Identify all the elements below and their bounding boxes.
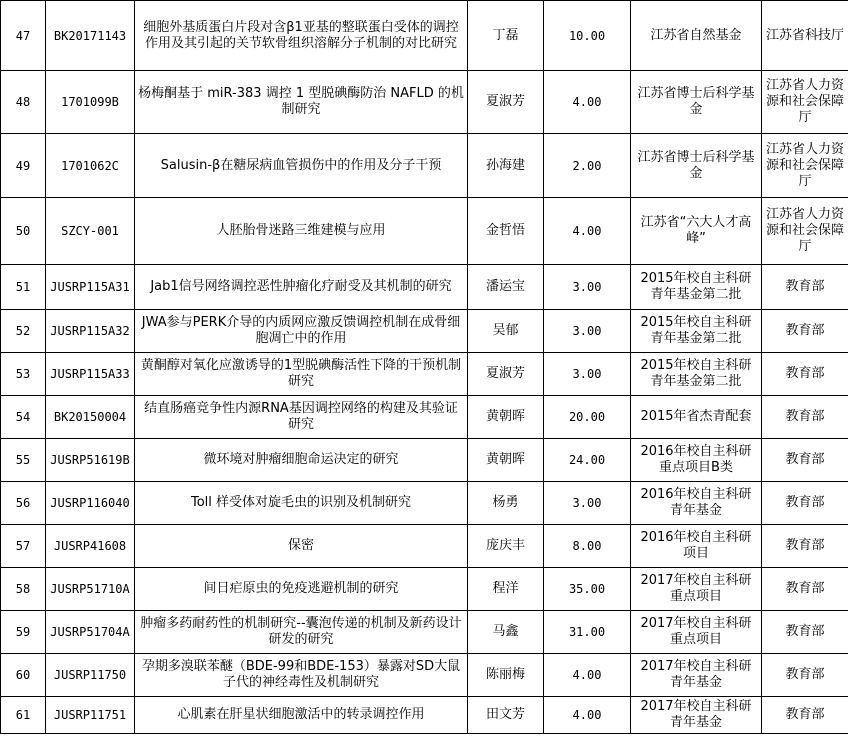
funding-source-cell: 2016年校自主科研重点项目B类 [631,439,762,482]
project-code-cell: JUSRP116040 [46,482,135,525]
table-row [1,1,848,71]
table-row [1,353,848,396]
funding-amount-cell: 35.00 [544,568,631,611]
project-code-cell: JUSRP115A32 [46,310,135,353]
principal-investigator-cell: 夏淑芳 [468,71,544,134]
department-cell: 教育部 [762,654,848,697]
project-code-cell: JUSRP51704A [46,611,135,654]
row-number-cell: 50 [1,198,46,265]
funding-amount-cell: 3.00 [544,310,631,353]
project-title-cell: JWA参与PERK介导的内质网应激反馈调控机制在成骨细胞凋亡中的作用 [135,310,468,353]
funding-amount-cell: 8.00 [544,525,631,568]
row-number-cell: 57 [1,525,46,568]
project-title-cell: 心肌素在肝星状细胞激活中的转录调控作用 [135,697,468,734]
row-number-cell: 61 [1,697,46,734]
principal-investigator-cell: 田文芳 [468,697,544,734]
project-code-cell: JUSRP51619B [46,439,135,482]
principal-investigator-cell: 丁磊 [468,1,544,71]
funding-amount-cell: 24.00 [544,439,631,482]
table-row [1,697,848,734]
department-cell: 教育部 [762,568,848,611]
row-number-cell: 53 [1,353,46,396]
funding-amount-cell: 31.00 [544,611,631,654]
funding-source-cell: 2017年校自主科研青年基金 [631,654,762,697]
funding-source-cell: 江苏省“六大人才高峰” [631,198,762,265]
table-row [1,71,848,134]
project-table-body [1,1,848,734]
principal-investigator-cell: 吴郁 [468,310,544,353]
funding-source-cell: 2017年校自主科研重点项目 [631,568,762,611]
table-row [1,439,848,482]
principal-investigator-cell: 马鑫 [468,611,544,654]
row-number-cell: 59 [1,611,46,654]
project-code-cell: JUSRP41608 [46,525,135,568]
row-number-cell: 52 [1,310,46,353]
department-cell: 教育部 [762,310,848,353]
funding-amount-cell: 10.00 [544,1,631,71]
table-row [1,198,848,265]
department-cell: 教育部 [762,353,848,396]
funding-source-cell: 2016年校自主科研青年基金 [631,482,762,525]
row-number-cell: 54 [1,396,46,439]
project-title-cell: 结直肠癌竞争性内源RNA基因调控网络的构建及其验证研究 [135,396,468,439]
table-row [1,396,848,439]
funding-source-cell: 2017年校自主科研青年基金 [631,697,762,734]
department-cell: 江苏省人力资源和社会保障厅 [762,198,848,265]
principal-investigator-cell: 黄朝晖 [468,439,544,482]
project-code-cell: JUSRP115A33 [46,353,135,396]
project-title-cell: 人胚胎骨迷路三维建模与应用 [135,198,468,265]
department-cell: 教育部 [762,697,848,734]
project-code-cell: JUSRP11751 [46,697,135,734]
project-code-cell: JUSRP11750 [46,654,135,697]
principal-investigator-cell: 程洋 [468,568,544,611]
department-cell: 教育部 [762,439,848,482]
principal-investigator-cell: 潘运宝 [468,265,544,310]
principal-investigator-cell: 黄朝晖 [468,396,544,439]
funding-source-cell: 2017年校自主科研重点项目 [631,611,762,654]
table-row [1,525,848,568]
funding-amount-cell: 3.00 [544,265,631,310]
department-cell: 教育部 [762,611,848,654]
row-number-cell: 47 [1,1,46,71]
funding-source-cell: 江苏省自然基金 [631,1,762,71]
funding-source-cell: 2015年校自主科研青年基金第二批 [631,265,762,310]
funding-amount-cell: 4.00 [544,654,631,697]
row-number-cell: 48 [1,71,46,134]
funding-source-cell: 江苏省博士后科学基金 [631,134,762,198]
project-title-cell: Salusin-β在糖尿病血管损伤中的作用及分子干预 [135,134,468,198]
table-row [1,134,848,198]
project-title-cell: Jab1信号网络调控恶性肿瘤化疗耐受及其机制的研究 [135,265,468,310]
project-title-cell: 黄酮醇对氧化应激诱导的1型脱碘酶活性下降的干预机制研究 [135,353,468,396]
funding-amount-cell: 4.00 [544,697,631,734]
table-row [1,310,848,353]
funding-amount-cell: 20.00 [544,396,631,439]
row-number-cell: 60 [1,654,46,697]
principal-investigator-cell: 金哲悟 [468,198,544,265]
row-number-cell: 49 [1,134,46,198]
principal-investigator-cell: 杨勇 [468,482,544,525]
project-code-cell: JUSRP115A31 [46,265,135,310]
funding-source-cell: 2015年省杰青配套 [631,396,762,439]
funding-amount-cell: 2.00 [544,134,631,198]
row-number-cell: 56 [1,482,46,525]
project-title-cell: 细胞外基质蛋白片段对含β1亚基的整联蛋白受体的调控作用及其引起的关节软骨组织溶解分子机制的对比研究 [135,1,468,71]
project-title-cell: 保密 [135,525,468,568]
principal-investigator-cell: 庞庆丰 [468,525,544,568]
project-title-cell: 肿瘤多药耐药性的机制研究--囊泡传递的机制及新药设计研发的研究 [135,611,468,654]
table-row [1,654,848,697]
funding-amount-cell: 4.00 [544,71,631,134]
principal-investigator-cell: 孙海建 [468,134,544,198]
table-row [1,482,848,525]
principal-investigator-cell: 夏淑芳 [468,353,544,396]
department-cell: 教育部 [762,482,848,525]
funding-amount-cell: 3.00 [544,353,631,396]
project-title-cell: 间日疟原虫的免疫逃避机制的研究 [135,568,468,611]
row-number-cell: 58 [1,568,46,611]
department-cell: 教育部 [762,265,848,310]
department-cell: 江苏省科技厅 [762,1,848,71]
table-row [1,265,848,310]
project-code-cell: 1701062C [46,134,135,198]
funding-amount-cell: 4.00 [544,198,631,265]
row-number-cell: 51 [1,265,46,310]
funding-source-cell: 2016年校自主科研项目 [631,525,762,568]
project-code-cell: SZCY-001 [46,198,135,265]
table-row [1,568,848,611]
funding-amount-cell: 3.00 [544,482,631,525]
department-cell: 江苏省人力资源和社会保障厅 [762,134,848,198]
project-title-cell: 杨梅酮基于 miR-383 调控 1 型脱碘酶防治 NAFLD 的机制研究 [135,71,468,134]
table-row [1,611,848,654]
principal-investigator-cell: 陈丽梅 [468,654,544,697]
project-title-cell: Toll 样受体对旋毛虫的识别及机制研究 [135,482,468,525]
department-cell: 教育部 [762,525,848,568]
funding-source-cell: 江苏省博士后科学基金 [631,71,762,134]
row-number-cell: 55 [1,439,46,482]
department-cell: 教育部 [762,396,848,439]
project-code-cell: JUSRP51710A [46,568,135,611]
project-code-cell: 1701099B [46,71,135,134]
project-title-cell: 微环境对肿瘤细胞命运决定的研究 [135,439,468,482]
department-cell: 江苏省人力资源和社会保障厅 [762,71,848,134]
funding-source-cell: 2015年校自主科研青年基金第二批 [631,353,762,396]
funding-source-cell: 2015年校自主科研青年基金第二批 [631,310,762,353]
project-title-cell: 孕期多溴联苯醚（BDE-99和BDE-153）暴露对SD大鼠子代的神经毒性及机制研究 [135,654,468,697]
project-code-cell: BK20150004 [46,396,135,439]
project-code-cell: BK20171143 [46,1,135,71]
